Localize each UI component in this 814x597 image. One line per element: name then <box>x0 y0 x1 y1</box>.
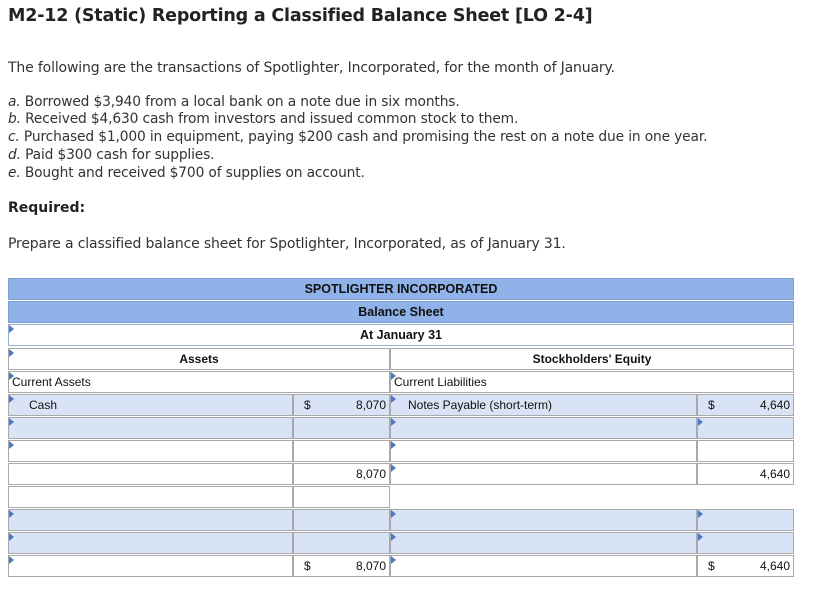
liability-subtotal[interactable]: 4,640 <box>697 463 794 485</box>
required-label: Required: <box>8 200 86 216</box>
transaction-letter: d. <box>8 147 21 163</box>
transaction-text: Purchased $1,000 in equipment, paying $200 cash and promising the rest on a note due in one year. <box>23 129 708 145</box>
asset-amount-input[interactable] <box>293 486 390 508</box>
transaction-text: Paid $300 cash for supplies. <box>25 147 215 163</box>
notes-amount: 4,640 <box>759 398 790 412</box>
total-liabilities-label[interactable] <box>390 555 697 577</box>
current-liabilities-label[interactable]: Current Liabilities <box>390 371 794 393</box>
asset-amount-input[interactable] <box>293 509 390 531</box>
asset-subtotal-label[interactable] <box>8 463 293 485</box>
asset-amount-input[interactable] <box>293 532 390 554</box>
total-liabilities: 4,640 <box>759 559 790 573</box>
asset-line-input[interactable] <box>8 417 293 439</box>
asset-amount-input[interactable] <box>293 440 390 462</box>
liability-amount-input[interactable] <box>697 417 794 439</box>
asset-subtotal[interactable]: 8,070 <box>293 463 390 485</box>
assets-header[interactable]: Assets <box>8 348 390 370</box>
equity-line-input[interactable] <box>390 509 697 531</box>
transaction-d <box>8 147 214 163</box>
statement-date[interactable]: At January 31 <box>8 324 794 346</box>
transaction-text: Borrowed $3,940 from a local bank on a note due in six months. <box>24 94 460 110</box>
currency-symbol: $ <box>304 398 311 412</box>
currency-symbol: $ <box>708 398 715 412</box>
currency-symbol: $ <box>708 559 715 573</box>
notes-amount-field[interactable] <box>697 394 794 416</box>
transaction-letter: b. <box>8 111 21 127</box>
total-assets: 8,070 <box>355 559 386 573</box>
transaction-text: Bought and received $700 of supplies on account. <box>24 165 365 181</box>
total-liabilities-field[interactable] <box>697 555 794 577</box>
asset-line-input[interactable] <box>8 532 293 554</box>
transaction-b <box>8 111 518 127</box>
intro-text: The following are the transactions of Spotlighter, Incorporated, for the month of January. <box>8 60 615 76</box>
equity-line-input[interactable] <box>390 532 697 554</box>
asset-line-input[interactable] <box>8 440 293 462</box>
liability-subtotal-label[interactable] <box>390 463 697 485</box>
transaction-letter: e. <box>8 165 21 181</box>
transaction-c <box>8 129 707 145</box>
transaction-e <box>8 165 365 181</box>
transaction-letter: a. <box>8 94 21 110</box>
asset-line-input[interactable] <box>8 509 293 531</box>
page-title: M2-12 (Static) Reporting a Classified Balance Sheet [LO 2-4] <box>8 6 593 26</box>
liability-line-input[interactable] <box>390 440 697 462</box>
asset-amount-input[interactable] <box>293 417 390 439</box>
transaction-a <box>8 94 460 110</box>
cash-amount-field[interactable] <box>293 394 390 416</box>
company-name: SPOTLIGHTER INCORPORATED <box>8 278 794 300</box>
transaction-letter: c. <box>8 129 20 145</box>
equity-amount-input[interactable] <box>697 509 794 531</box>
currency-symbol: $ <box>304 559 311 573</box>
notes-payable-label[interactable]: Notes Payable (short-term) <box>390 394 697 416</box>
liability-amount-input[interactable] <box>697 440 794 462</box>
cash-amount: 8,070 <box>355 398 386 412</box>
instruction-text: Prepare a classified balance sheet for Spotlighter, Incorporated, as of January 31. <box>8 236 566 252</box>
equity-header: Stockholders' Equity <box>390 348 794 370</box>
statement-name: Balance Sheet <box>8 301 794 323</box>
total-assets-field[interactable] <box>293 555 390 577</box>
asset-line-input[interactable] <box>8 486 293 508</box>
liability-line-input[interactable] <box>390 417 697 439</box>
equity-amount-input[interactable] <box>697 532 794 554</box>
balance-sheet <box>8 278 794 578</box>
current-assets-label[interactable]: Current Assets <box>8 371 390 393</box>
transaction-text: Received $4,630 cash from investors and issued common stock to them. <box>25 111 519 127</box>
total-assets-label[interactable] <box>8 555 293 577</box>
cash-label[interactable]: Cash <box>8 394 293 416</box>
